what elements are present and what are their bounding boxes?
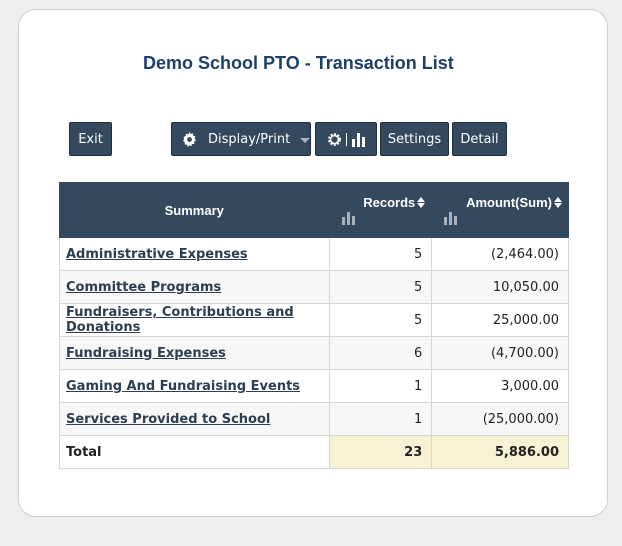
amount-cell: 3,000.00: [432, 370, 569, 403]
records-cell: 1: [329, 403, 432, 436]
category-link[interactable]: Administrative Expenses: [66, 246, 248, 262]
records-cell: 5: [329, 271, 432, 304]
page-title: Demo School PTO - Transaction List: [143, 53, 454, 73]
table-row: [60, 370, 569, 403]
chart-settings-button[interactable]: [315, 122, 377, 156]
category-link[interactable]: Gaming And Fundraising Events: [66, 378, 301, 394]
category-cell: [60, 238, 330, 271]
amount-cell: 25,000.00: [432, 304, 569, 337]
exit-button[interactable]: [69, 122, 112, 156]
display-print-button[interactable]: [171, 122, 311, 156]
settings-button[interactable]: [380, 122, 449, 156]
records-cell: 6: [329, 337, 432, 370]
amount-cell: (4,700.00): [432, 337, 569, 370]
exit-button-label: Exit: [78, 131, 103, 147]
display-print-label: Display/Print: [208, 131, 291, 147]
category-link[interactable]: Fundraisers, Contributions and Donations: [66, 305, 294, 335]
column-header-summary[interactable]: [60, 183, 330, 238]
gear-icon: [182, 132, 197, 147]
table-row: [60, 403, 569, 436]
column-header-records[interactable]: [329, 183, 432, 238]
bar-chart-icon[interactable]: [342, 211, 356, 228]
table-row: [60, 271, 569, 304]
settings-button-label: Settings: [387, 131, 442, 147]
category-cell: [60, 271, 330, 304]
category-link[interactable]: Fundraising Expenses: [66, 345, 226, 361]
category-cell: [60, 403, 330, 436]
table-row: [60, 337, 569, 370]
amount-cell: 10,050.00: [432, 271, 569, 304]
chevron-down-icon: [300, 138, 310, 143]
records-cell: 5: [329, 238, 432, 271]
category-cell: [60, 304, 330, 337]
category-cell: [60, 370, 330, 403]
column-header-amount[interactable]: [432, 183, 569, 238]
bar-chart-icon[interactable]: [444, 211, 458, 228]
detail-button[interactable]: [452, 122, 507, 156]
amount-cell: (25,000.00): [432, 403, 569, 436]
records-cell: 5: [329, 304, 432, 337]
report-card: [18, 9, 608, 517]
column-header-amount-label: Amount(Sum): [466, 195, 552, 210]
total-amount: 5,886.00: [432, 436, 569, 469]
column-header-summary-label: Summary: [164, 202, 224, 218]
table-row: [60, 238, 569, 271]
table-header-row: [60, 183, 569, 238]
gear-icon: [327, 132, 342, 147]
category-link[interactable]: Committee Programs: [66, 279, 222, 295]
detail-button-label: Detail: [460, 131, 499, 147]
bar-chart-icon: [351, 132, 366, 147]
table-row: [60, 304, 569, 337]
sort-icon[interactable]: [417, 197, 425, 208]
total-label: Total: [60, 436, 330, 469]
column-header-records-label: Records: [363, 195, 416, 210]
sort-icon[interactable]: [554, 197, 562, 208]
total-records: 23: [329, 436, 432, 469]
amount-cell: (2,464.00): [432, 238, 569, 271]
total-row: [60, 436, 569, 469]
category-link[interactable]: Services Provided to School: [66, 411, 271, 427]
separator-icon: [346, 133, 347, 146]
summary-table: [59, 182, 569, 469]
category-cell: [60, 337, 330, 370]
records-cell: 1: [329, 370, 432, 403]
